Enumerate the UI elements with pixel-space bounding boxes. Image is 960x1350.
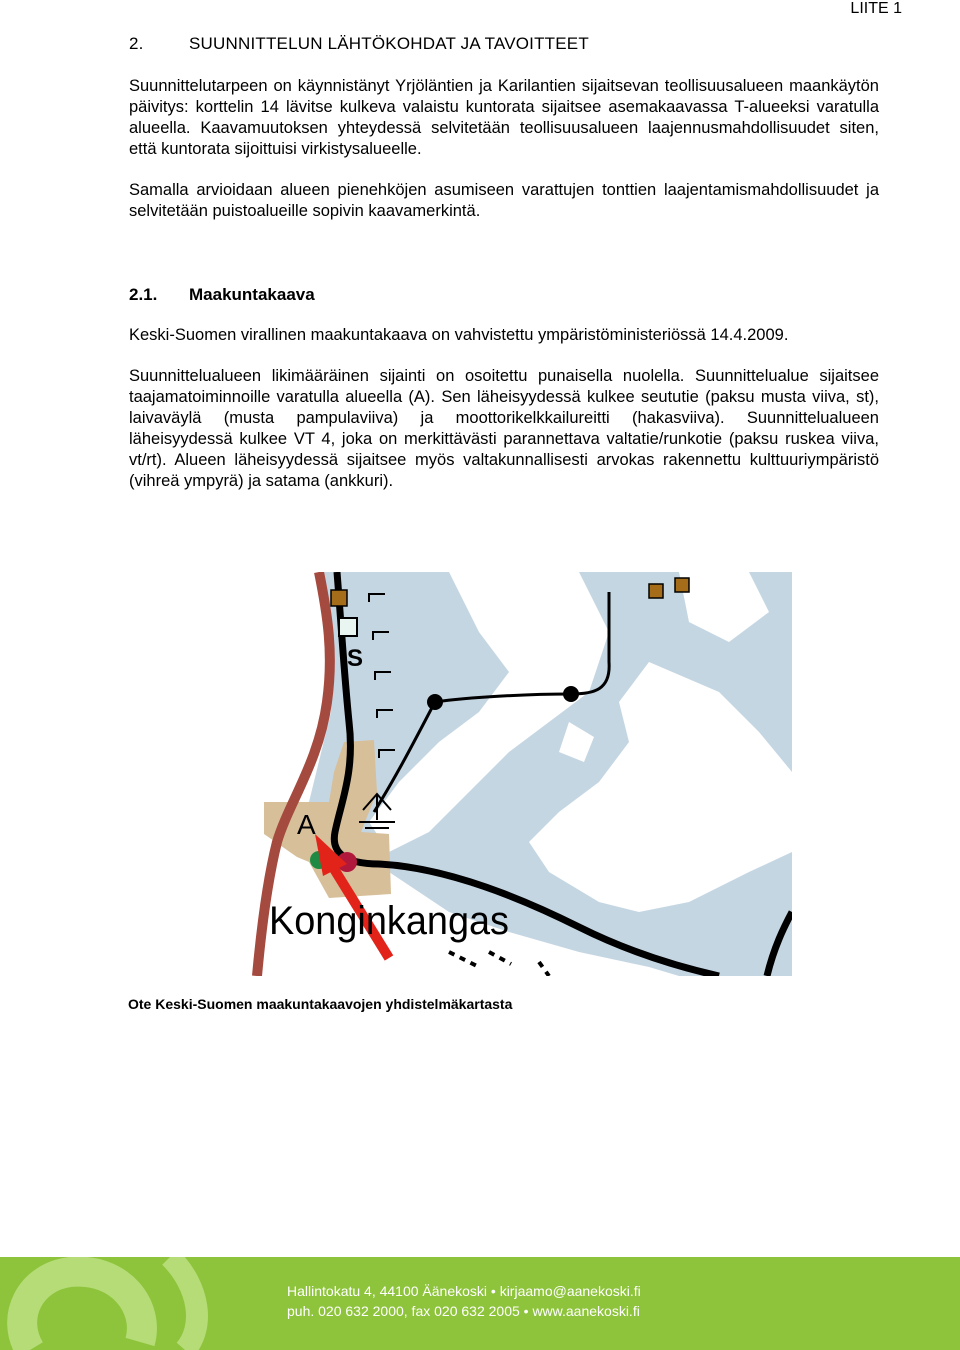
planning-square-light (339, 618, 357, 636)
section-paragraph-1: Suunnittelutarpeen on käynnistänyt Yrjöläntien ja Karilantien sijaitsevan teollisuusalueen maankäytön päivitys: korttelin 14 lävitse kulkeva valaistu kuntorata sijaitsee asemakaavassa T-alueeksi varatulla alueella. Kaavamuutoksen yhteydessä selvitetään teollisuusalueen laajennusmahdollisuudet siten, että kuntorata sijoittuisi virkistysalueelle. (129, 77, 879, 158)
regional-plan-map (249, 572, 792, 976)
subsection-paragraph-1: Keski-Suomen virallinen maakuntakaava on vahvistettu ympäristöministeriössä 14.4.2009. (129, 326, 789, 344)
section-paragraph-2: Samalla arvioidaan alueen pienehköjen asumiseen varattujen tonttien laajentamismahdollisuudet ja selvitetään puistoalueille sopivin kaavamerkintä. (129, 181, 879, 220)
subsection-title: Maakuntakaava (189, 285, 315, 304)
s-label: S (347, 645, 364, 672)
subsection-number: 2.1. (129, 285, 158, 304)
section-title: SUUNNITTELUN LÄHTÖKOHDAT JA TAVOITTEET (189, 34, 589, 53)
section-number: 2. (129, 34, 144, 53)
place-label: Konginkangas (269, 899, 509, 943)
main-content (129, 34, 879, 492)
planning-square (675, 578, 689, 592)
city-logo-icon (0, 1257, 230, 1350)
shipping-lane-dot (563, 686, 579, 702)
footer-contact: puh. 020 632 2000, fax 020 632 2005 • www.aanekoski.fi (287, 1303, 640, 1319)
subsection-paragraph-2: Suunnittelualueen likimääräinen sijainti on osoitettu punaisella nuolella. Suunnittelualue sijaitsee taajamatoiminnoille varatulla alueella (A). Sen läheisyydessä kulkee seututie (paksu musta viiva, st), laivaväylä (musta pampulaviiva) ja moottorikelkkailureitti (hakasviiva). Suunnittelualueen läheisyydessä kulkee VT 4, joka on merkittävästi parannettava valtatie/runkotie (paksu ruskea viiva, vt/rt). Alueen läheisyydessä sijaitsee myös valtakunnallisesti arvokas rakennettu kulttuuriympäristö (vihreä ympyrä) ja satama (ankkuri). (129, 367, 879, 490)
area-label-a: A (297, 809, 316, 840)
section-heading (129, 34, 879, 54)
footer-band (0, 1257, 960, 1350)
planning-square (649, 584, 663, 598)
footer-address: Hallintokatu 4, 44100 Äänekoski • kirjaamo@aanekoski.fi (287, 1283, 641, 1299)
map-caption: Ote Keski-Suomen maakuntakaavojen yhdistelmäkartasta (128, 996, 513, 1012)
planning-square (331, 590, 347, 606)
shipping-lane-dot (427, 694, 443, 710)
attachment-label: LIITE 1 (850, 0, 902, 17)
subsection-heading (129, 285, 879, 305)
